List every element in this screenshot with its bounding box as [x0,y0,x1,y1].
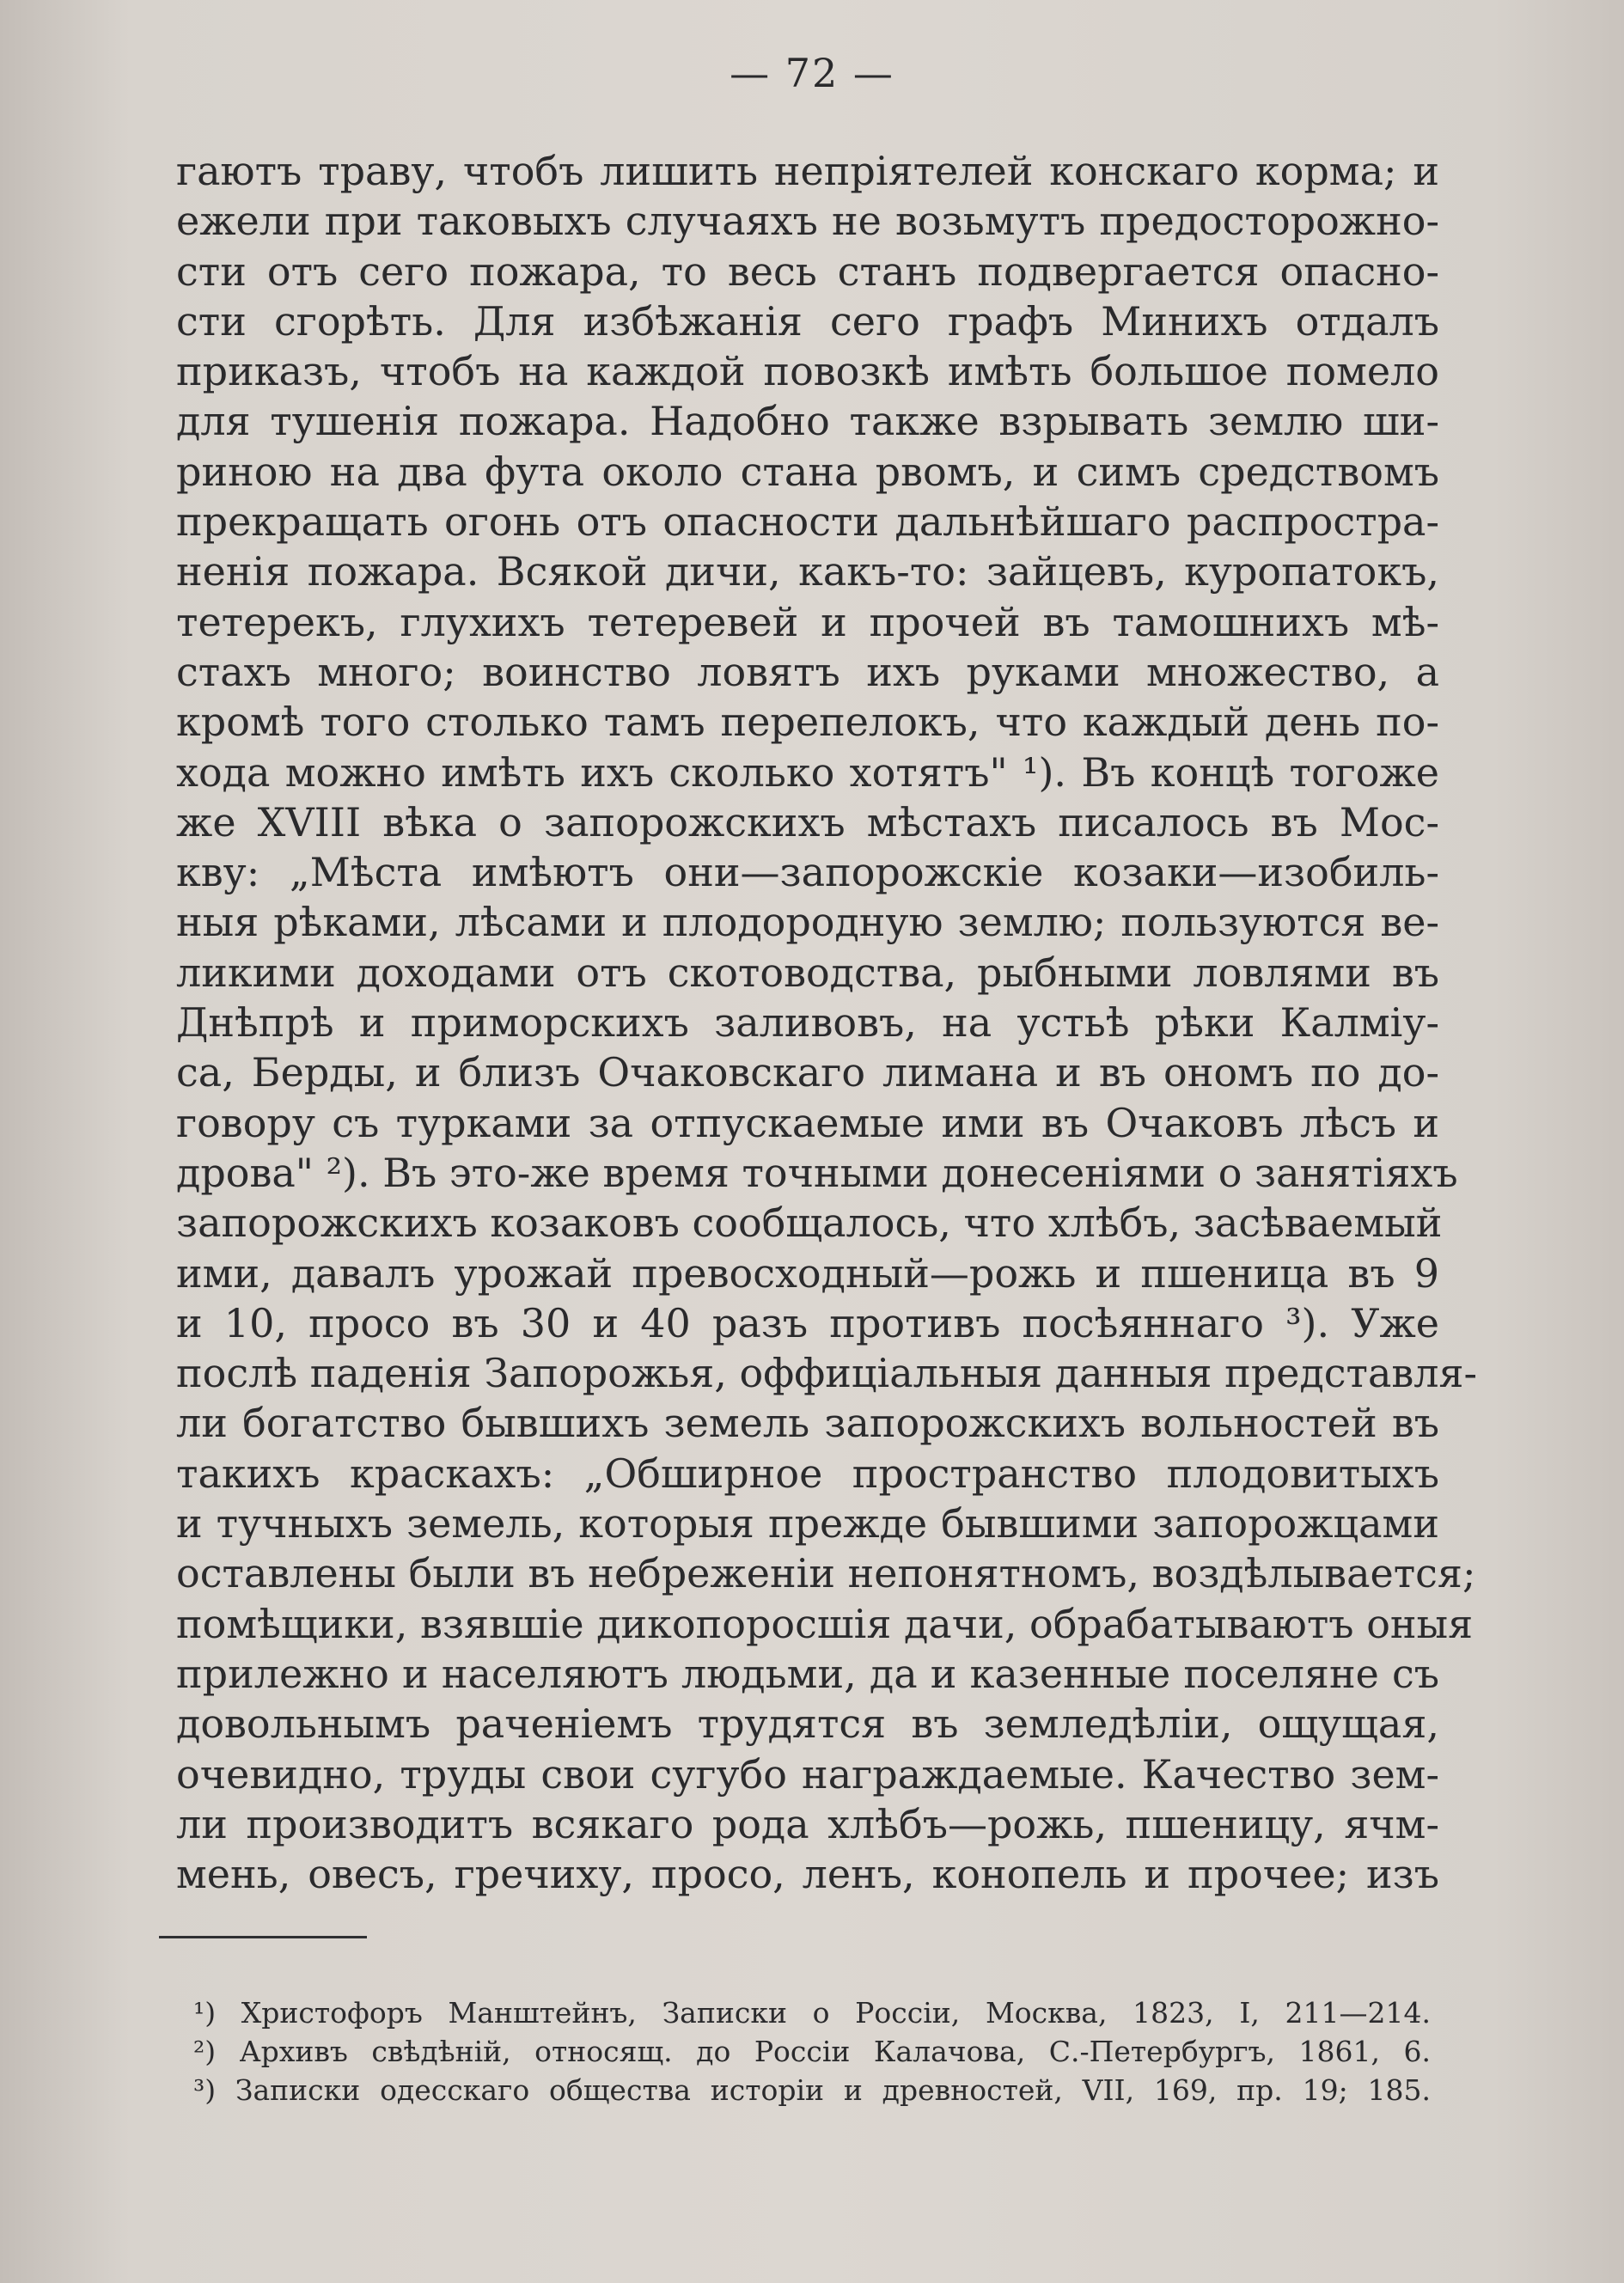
footnotes [193,1993,1431,2109]
text-line: для тушенія пожара. Надобно также взрывать землю ши- [176,398,1439,445]
text-line: ныя рѣками, лѣсами и плодородную землю; пользуются ве- [176,899,1439,946]
text-line: и тучныхъ земель, которыя прежде бывшими запорожцами [176,1500,1439,1547]
text-line: прилежно и населяютъ людьми, да и казенные поселяне съ [176,1650,1439,1697]
text-line: дрова" ²). Въ это-же время точными донесеніями о занятіяхъ [176,1149,1458,1196]
text-line: сти сгорѣть. Для избѣжанія сего графъ Минихъ отдалъ [176,297,1439,345]
text-line: ли производитъ всякаго рода хлѣбъ—рожь, пшеницу, ячм- [176,1800,1439,1847]
text-line: кромѣ того столько тамъ перепелокъ, что каждый день по- [176,699,1439,746]
text-line: говору съ турками за отпускаемые ими въ Очаковъ лѣсъ и [176,1099,1439,1146]
text-line: сти отъ сего пожара, то весь станъ подвергается опасно- [176,247,1439,295]
text-line: приказъ, чтобъ на каждой повозкѣ имѣть большое помело [176,348,1439,395]
footnote-divider [159,1936,367,1938]
text-line: риною на два фута около стана рвомъ, и симъ средствомъ [176,448,1439,495]
text-line: са, Берды, и близъ Очаковскаго лимана и въ ономъ по до- [176,1049,1439,1096]
footnote: ³) Записки одесскаго общества исторіи и древностей, VII, 169, пр. 19; 185. [193,2073,1431,2107]
text-line: ими, давалъ урожай превосходный—рожь и пшеница въ 9 [176,1249,1439,1297]
text-line: запорожскихъ козаковъ сообщалось, что хлѣбъ, засѣваемый [176,1199,1443,1247]
footnote: ¹) Христофоръ Манштейнъ, Записки о Россіи, Москва, 1823, I, 211—214. [193,1996,1431,2030]
text-line: же XVIII вѣка о запорожскихъ мѣстахъ писалось въ Мос- [176,798,1439,845]
text-line: гаютъ траву, чтобъ лишить непріятелей конскаго корма; и [176,148,1439,194]
text-line: очевидно, труды свои сугубо награждаемые. Качество зем- [176,1750,1439,1798]
text-line: стахъ много; воинство ловятъ ихъ руками множество, а [176,648,1439,695]
text-line: ненія пожара. Всякой дичи, какъ-то: зайцевъ, куропатокъ, [176,548,1439,595]
text-line: Днѣпрѣ и приморскихъ заливовъ, на устьѣ рѣки Калміу- [176,999,1439,1047]
footnote: ²) Архивъ свѣдѣній, относящ. до Россіи Калачова, С.-Петербургъ, 1861, 6. [193,2035,1431,2068]
text-line: тетерекъ, глухихъ тетеревей и прочей въ тамошнихъ мѣ- [176,598,1439,645]
text-line: кву: „Мѣста имѣютъ они—запорожскіе козаки—изобиль- [176,849,1439,896]
text-line: прекращать огонь отъ опасности дальнѣйшаго распростра- [176,498,1439,546]
text-line: ли богатство бывшихъ земель запорожскихъ вольностей въ [176,1400,1439,1447]
text-line: ликими доходами отъ скотоводства, рыбными ловлями въ [176,949,1439,996]
page-number: — 72 — [730,50,894,96]
text-line: и 10, просо въ 30 и 40 разъ противъ посѣяннаго ³). Уже [176,1299,1439,1346]
text-line: послѣ паденія Запорожья, оффиціальныя данныя представля- [176,1350,1478,1397]
text-line: помѣщики, взявшіе дикопоросшія дачи, обрабатываютъ оныя [176,1600,1474,1647]
text-line: оставлены были въ небреженіи непонятномъ, воздѣлывается; [176,1550,1476,1597]
text-line: ежели при таковыхъ случаяхъ не возьмутъ предосторожно- [176,198,1439,245]
text-line: такихъ краскахъ: „Обширное пространство плодовитыхъ [176,1450,1439,1497]
text-line: довольнымъ раченіемъ трудятся въ земледѣліи, ощущая, [176,1700,1439,1748]
text-line: мень, овесъ, гречиху, просо, ленъ, конопель и прочее; изъ [176,1851,1439,1898]
main-text [176,146,1478,1899]
text-line: хода можно имѣть ихъ сколько хотятъ" ¹). Въ концѣ тогоже [176,748,1439,796]
